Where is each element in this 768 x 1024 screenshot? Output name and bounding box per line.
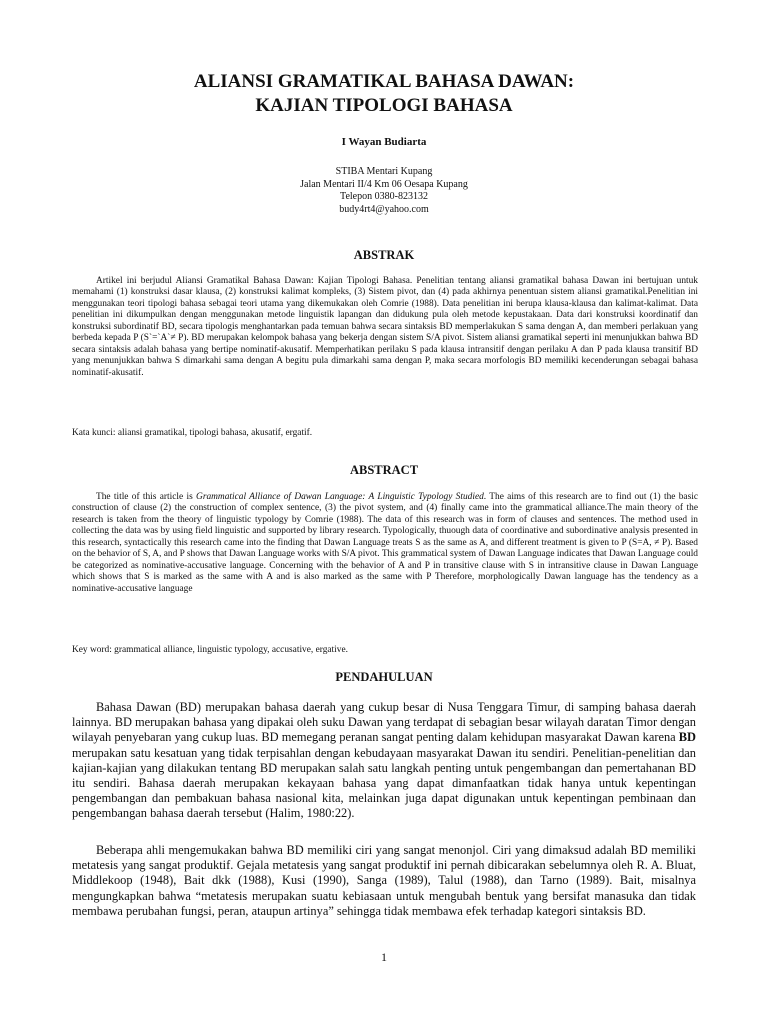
abstrak-heading: ABSTRAK [353, 248, 415, 262]
abstrak-keywords: Kata kunci: aliansi gramatikal, tipologi bahasa, akusatif, ergatif. [72, 428, 313, 438]
institution: STIBA Mentari Kupang [335, 166, 433, 177]
abstrak-text: Artikel ini berjudul Aliansi Gramatikal Bahasa Dawan: Kajian Tipologi Bahasa. Penelitian tentang aliansi gramatikal bahasa Dawan ini bertujuan untuk memahami (1) konstruksi dasar klausa, (2) konstruksi kalimat kompleks, (3) Sistem pivot, dan (4) pada akhirnya penentuan sistem aliansi gramatikal.Penelitian ini menggunakan teori tipologi bahasa sebagai teori utama yang dikemukakan oleh Comrie (1988). Data penelitian ini berupa klausa-klausa dan kalimat-kalimat. Data penelitian ini dikumpulkan dengan menggunakan metode linguistik lapangan dan didukung pula oleh metode kepustakaan. Data dari konstruksi koordinatif dan konstruksi subordinatif BD, secara tipologis menghantarkan pada temuan bahwa secara sintaksis BD memperlakukan S sama dengan A, dan memberi perlakuan yang berbeda kepada P (S`=`A`≠ P). BD merupakan kelompok bahasa yang bekerja dengan sistem S/A pivot. Sistem aliansi gramatikal seperti ini menunjukkan bahwa BD secara sintaksis adalah bahasa yang bertipe nominatif-akusatif. Memperhatikan perilaku S pada klausa intransitif dengan perilaku A dan P pada klausa transitif BD yang menunjukkan bahwa S dimarkahi sama dengan A begitu pula dimarkahi sama dengan P, maka secara morfologis BD memiliki kecenderungan sebagai bahasa nominatif-akusatif. [72, 276, 698, 378]
address: Jalan Mentari II/4 Km 06 Oesapa Kupang [300, 178, 468, 190]
paragraph-1-rest: merupakan satu kesatuan yang tidak terpisahlan dengan kebudayaan masyarakat Dawan itu sendiri. Penelitian-penelitian dan kajian-kajian yang dilakukan tentang BD merupakan salah satu langkah penting untuk pengembangan dan pemertahanan BD itu sendiri. Bahasa daerah merupakan kekayaan bahasa yang dapat dimanfaatkan tidak hanya untuk kepentingan pengembangan dan pembakuan bahasa nasional kita, melainkan juga dapat digunakan untuk kepentingan pembinaan dan pengembangan bahasa daerah tersebut (Halim, 1980:22). [72, 745, 696, 821]
page-number: 1 [381, 950, 387, 964]
author-affiliation [60, 166, 708, 216]
abstract-heading: ABSTRACT [349, 463, 419, 477]
abstract-text [72, 492, 698, 595]
phone: Telepon 0380-823132 [340, 191, 428, 202]
pendahuluan-heading: PENDAHULUAN [335, 670, 433, 684]
pendahuluan-paragraph-1 [72, 700, 696, 822]
abstract-keywords: Key word: grammatical alliance, linguistic typology, accusative, ergative. [72, 645, 348, 655]
email: budy4rt4@yahoo.com [339, 203, 429, 215]
paragraph-1-bold-term: BD [678, 730, 696, 745]
pendahuluan-paragraph-2: Beberapa ahli mengemukakan bahwa BD memiliki ciri yang sangat menonjol. Ciri yang dimaksud adalah BD memiliki metatesis yang sangat produktif. Gejala metatesis yang sangat produktif ini pernah dibicarakan sebelumnya oleh R. A. Bluat, Middlekoop (1948), Bait dkk (1988), Kusi (1990), Sanga (1989), Talul (1988), dan Tarno (1989). Bait, misalnya mengungkapkan bahwa “metatesis merupakan suatu kebiasaan untuk mengubah bentuk yang bersifat manasuka dan tidak membawa perubahan fungsi, peran, ataupun artinya” sehingga tidak membawa efek terhadap kategori sintaksis BD. [72, 843, 696, 918]
title-line-1: ALIANSI GRAMATIKAL BAHASA DAWAN: [193, 71, 575, 92]
abstract-text-start: The title of this article is [96, 492, 197, 502]
abstract-article-title: Grammatical Alliance of Dawan Language: A Linguistic Typology Studied [196, 492, 484, 502]
author-name: I Wayan Budiarta [341, 136, 427, 148]
paper-title [60, 70, 708, 118]
abstract-text-rest: . The aims of this research are to find out (1) the basic construction of clause (2) the construction of complex sentence, (3) the pivot system, and (4) finally came into the grammatical alliance.The main theory of the research is taken from the theory of linguistic typology by Comrie (1988). The data of this research was in form of clauses and sentences. The method used in collecting the data was by using field linguistic and supported by library research. Typologically, thuough data of coordinative and subordinative analysis presented in this research, syntactically this research came into the finding that Dawan Language treats S as the same as A, and different treatment is given to P (S=A, ≠ P). Based on the behavior of S, A, and P shows that Dawan Language works with S/A pivot. This grammatical system of Dawan Language indicates that Dawan Language could be categorized as nominative-accusative language. Concerning with the behavior of A and P in transitive clause with S in intransitive clause in Dawan Language which shows that S is marked as the same with A and is also marked as the same with P Therefore, morphologically Dawan language has the tendency as a nominative-accusative language [72, 492, 699, 594]
paragraph-1-start: Bahasa Dawan (BD) merupakan bahasa daerah yang cukup besar di Nusa Tenggara Timur, di samping bahasa daerah lainnya. BD merupakan bahasa yang dipakai oleh suku Dawan yang terdapat di sebagian besar wilayah daratan Timor dengan wilayah penyebaran yang cukup luas. BD memegang peranan sangat penting dalam kehidupan masyarakat Dawan karena [72, 700, 696, 745]
title-line-2: KAJIAN TIPOLOGI BAHASA [255, 95, 513, 116]
